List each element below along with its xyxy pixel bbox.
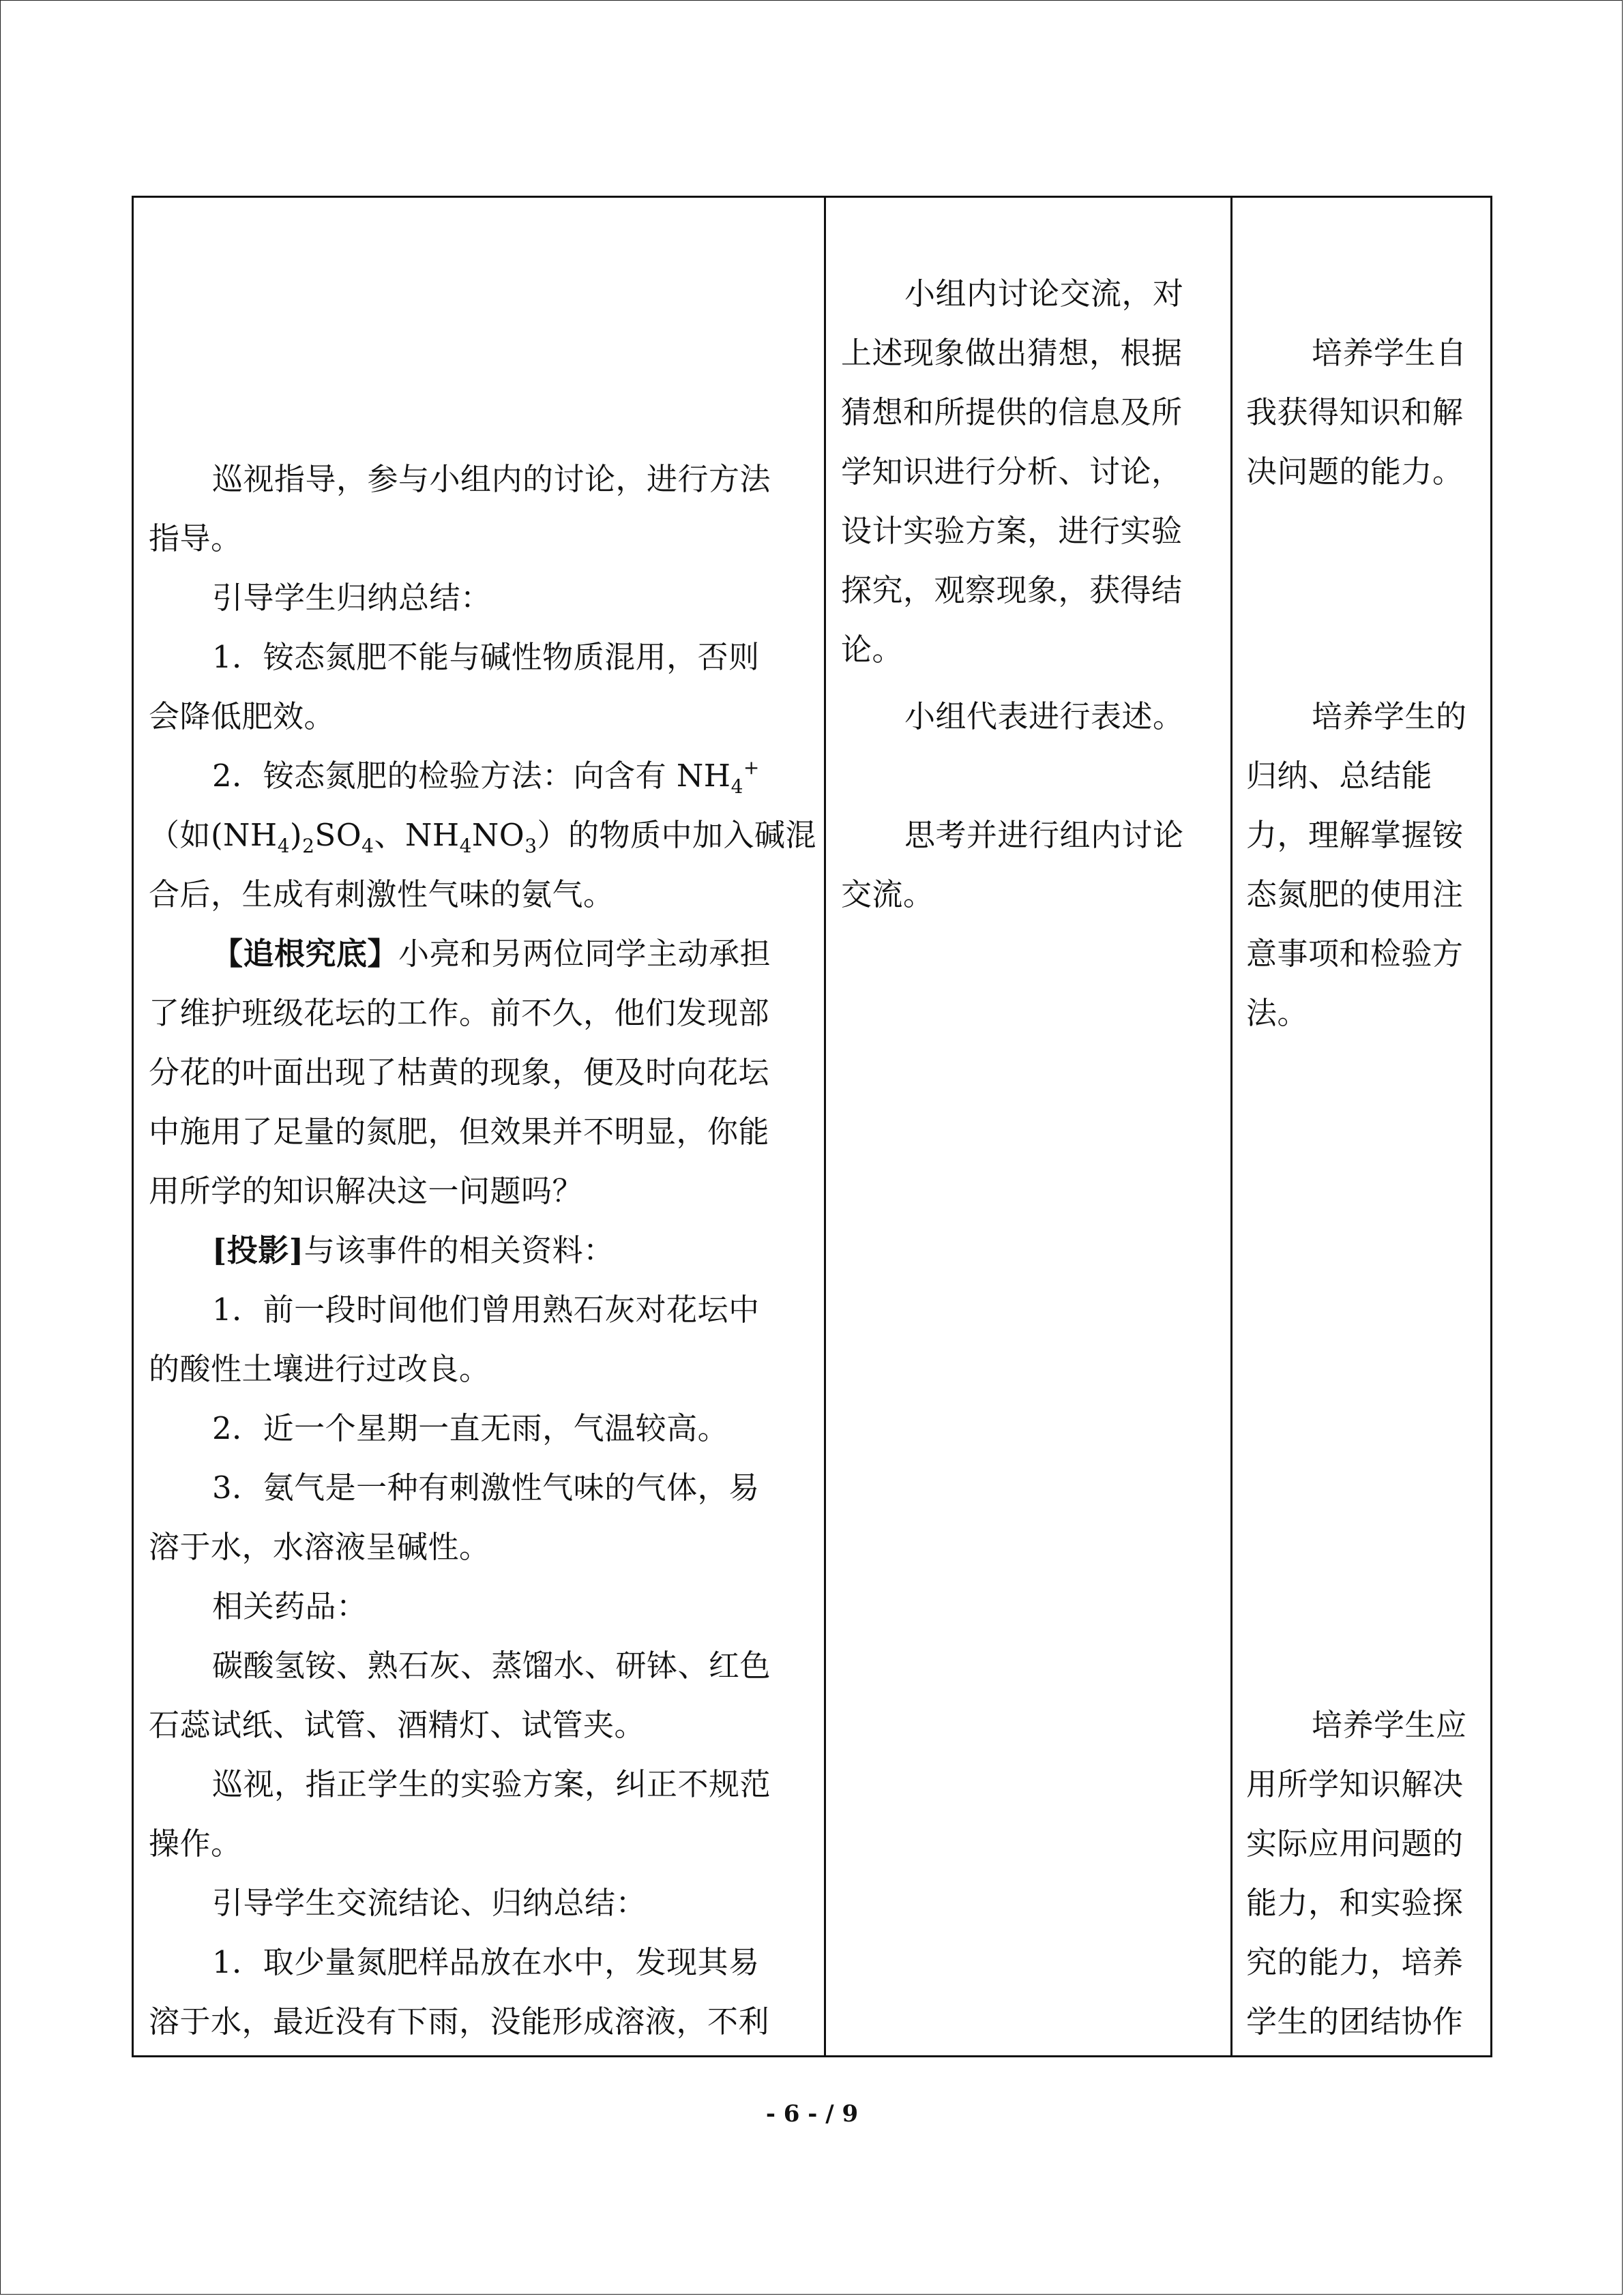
intent-text-line: 归纳、总结能 — [1246, 758, 1433, 794]
intent-text-line: 用所学知识解决 — [1246, 1766, 1464, 1802]
intent-text-line: 实际应用问题的 — [1246, 1825, 1464, 1862]
teacher-text-line — [149, 935, 771, 973]
teacher-text-line: 指导。 — [149, 520, 242, 556]
student-text-line: 上述现象做出猜想，根据 — [841, 335, 1183, 371]
teacher-text-line: 的酸性土壤进行过改良。 — [149, 1351, 490, 1387]
teacher-text-line: 会降低肥效。 — [149, 698, 336, 734]
design-intent-column — [1230, 198, 1490, 2055]
intent-text-line: 意事项和检验方 — [1246, 936, 1464, 972]
teacher-text-line: 1．铵态氮肥不能与碱性物质混用，否则 — [212, 639, 760, 675]
student-text-line: 学知识进行分析、讨论， — [841, 453, 1183, 490]
teacher-text-line: 操作。 — [149, 1825, 242, 1862]
teacher-activity-column — [134, 198, 824, 2055]
teacher-text-segment: ) — [290, 817, 303, 853]
teacher-text-line: 巡视，指正学生的实验方案，纠正不规范 — [212, 1766, 771, 1802]
teacher-text-line — [149, 1232, 615, 1270]
teacher-text-segment: SO — [314, 817, 362, 853]
teacher-text-segment: ）的物质中加入碱混 — [537, 817, 817, 853]
subscript: 2 — [302, 835, 315, 857]
student-activity-column — [824, 198, 1230, 2055]
intent-text-line: 态氮肥的使用注 — [1246, 876, 1464, 912]
intent-text-line: 学生的团结协作 — [1246, 2003, 1464, 2040]
intent-text-line: 能力，和实验探 — [1246, 1885, 1464, 1921]
intent-text-line: 培养学生自 — [1312, 335, 1467, 371]
subscript: 3 — [525, 835, 537, 857]
intent-text-line: 决问题的能力。 — [1246, 453, 1464, 490]
student-text-line: 思考并进行组内讨论 — [904, 817, 1184, 853]
teacher-text-segment: NO — [471, 817, 525, 853]
intent-text-line: 我获得知识和解 — [1246, 394, 1464, 430]
teacher-text-line — [149, 816, 817, 857]
student-text-line: 交流。 — [841, 876, 934, 912]
teacher-text-line: 1．取少量氮肥样品放在水中，发现其易 — [212, 1944, 760, 1980]
intent-text-line: 究的能力，培养 — [1246, 1944, 1464, 1980]
student-text-line: 小组内讨论交流，对 — [904, 275, 1184, 312]
teacher-text-line: 2．近一个星期一直无雨，气温较高。 — [212, 1410, 729, 1446]
teacher-text-segment: 与该事件的相关资料： — [304, 1232, 615, 1268]
teacher-text-line: 石蕊试纸、试管、酒精灯、试管夹。 — [149, 1707, 646, 1743]
student-text-line: 设计实验方案，进行实验 — [841, 513, 1183, 549]
teacher-text-line: 溶于水，最近没有下雨，没能形成溶液，不利 — [149, 2003, 770, 2040]
projection-label: [投影] — [212, 1232, 304, 1268]
intent-text-line: 培养学生应 — [1312, 1707, 1467, 1743]
teacher-text-line — [149, 756, 760, 798]
teacher-text-segment: 2．铵态氮肥的检验方法：向含有 NH — [212, 758, 731, 794]
teacher-text-line: 1．前一段时间他们曾用熟石灰对花坛中 — [212, 1292, 760, 1328]
subscript: 4 — [277, 835, 291, 857]
student-text-line: 小组代表进行表述。 — [904, 698, 1184, 734]
subscript: 4 — [361, 835, 374, 857]
teacher-text-line: 引导学生归纳总结： — [212, 580, 492, 616]
teacher-text-line: 分花的叶面出现了枯黄的现象，便及时向花坛 — [149, 1054, 770, 1090]
teacher-text-line: 中施用了足量的氮肥，但效果并不明显，你能 — [149, 1114, 770, 1150]
student-text-line: 探究，观察现象，获得结 — [841, 572, 1183, 608]
student-text-line: 猜想和所提供的信息及所 — [841, 394, 1183, 430]
teacher-text-segment: 、NH — [374, 817, 460, 853]
teacher-text-line: 用所学的知识解决这一问题吗？ — [149, 1173, 584, 1209]
teacher-text-line: 碳酸氢铵、熟石灰、蒸馏水、研钵、红色 — [212, 1648, 771, 1684]
intent-text-line: 力，理解掌握铵 — [1246, 817, 1464, 853]
teacher-text-line: 3．氨气是一种有刺激性气味的气体，易 — [212, 1470, 760, 1506]
intent-text-line: 培养学生的 — [1312, 698, 1467, 734]
subscript: 4 — [459, 835, 472, 857]
intent-text-line: 法。 — [1246, 995, 1309, 1031]
teacher-text-line: 溶于水，水溶液呈碱性。 — [149, 1529, 490, 1565]
student-text-line: 论。 — [841, 631, 904, 668]
lesson-table — [132, 196, 1492, 2057]
section-heading: 【追根究底】 — [212, 936, 399, 972]
teacher-text-line: 相关药品： — [212, 1588, 368, 1624]
teacher-text-line: 了维护班级花坛的工作。前不久，他们发现部 — [149, 995, 770, 1031]
teacher-text-line: 合后，生成有刺激性气味的氨气。 — [149, 876, 615, 912]
superscript: + — [743, 756, 760, 779]
teacher-text-segment: （如(NH — [149, 817, 278, 853]
teacher-text-line: 引导学生交流结论、归纳总结： — [212, 1885, 647, 1921]
teacher-text-line: 巡视指导，参与小组内的讨论，进行方法 — [212, 461, 771, 497]
teacher-text-segment: 小亮和另两位同学主动承担 — [398, 936, 771, 972]
page-number: - 6 - / 9 — [765, 2100, 859, 2128]
subscript: 4 — [730, 775, 743, 798]
